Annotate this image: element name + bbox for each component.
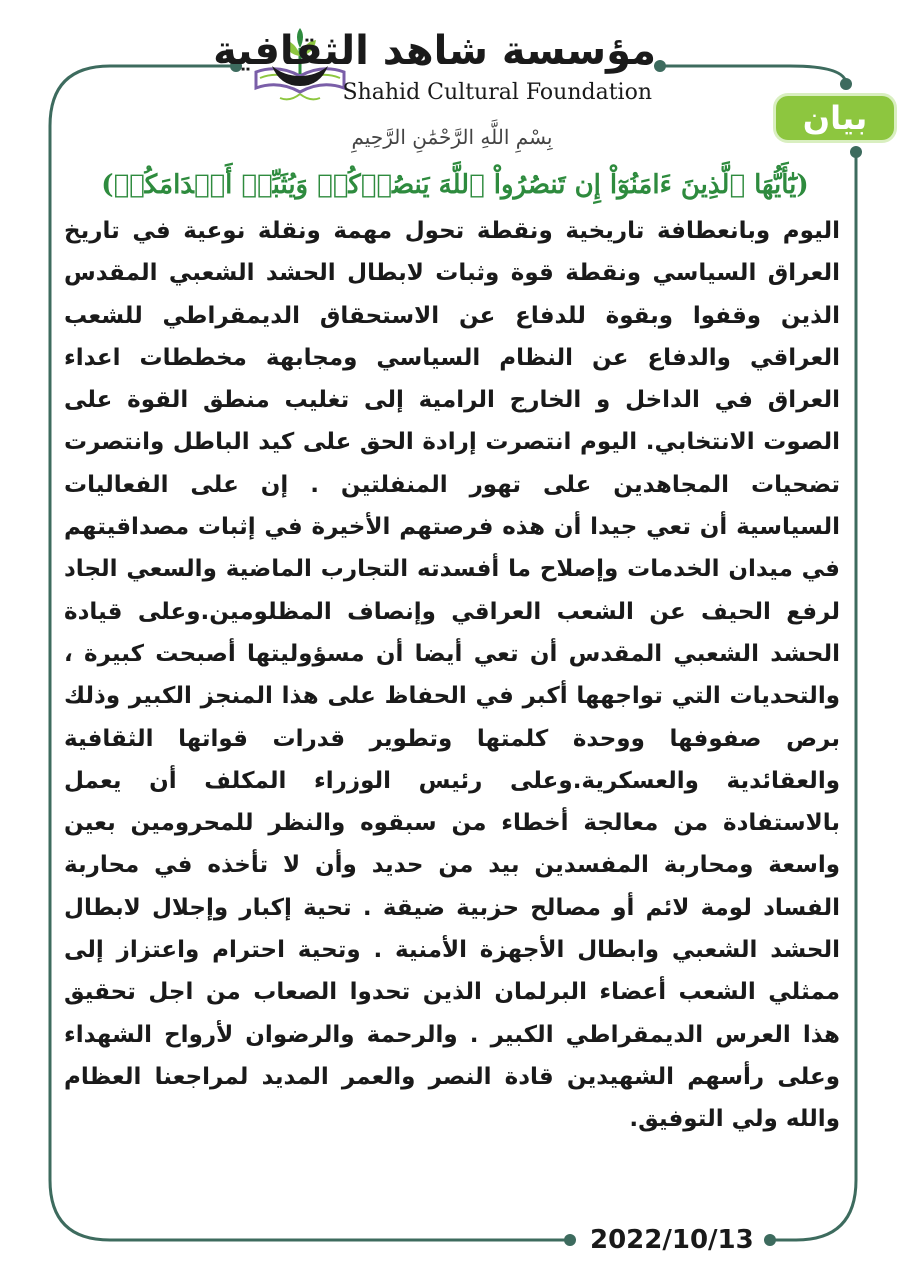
org-name-arabic: مؤسسة شاهد الثقافية: [213, 28, 656, 74]
statement-badge: بيان: [776, 96, 894, 140]
header: [213, 18, 670, 108]
statement-date: 2022/10/13: [590, 1225, 754, 1255]
org-name-english: Shahid Cultural Foundation: [342, 80, 652, 105]
basmala: بِسْمِ اللَّهِ الرَّحْمَٰنِ الرَّحِيمِ: [351, 125, 553, 149]
statement-body: اليوم وبانعطافة تاريخية ونقطة تحول مهمة ونقلة نوعية في تاريخ العراق السياسي ونقطة قوة وثبات لابطال الحشد الشعبي المقدس الذين وقفوا وبقوة للدفاع عن الاستحقاق الديمقراطي للشعب العراقي والدفاع عن النظام السياسي ومجابهة مخططات اعداء العراق في الداخل و الخارج الرامية إلى تغليب منطق القوة على الصوت الانتخابي. اليوم انتصرت إرادة الحق على كيد الباطل وانتصرت تضحيات المجاهدين على تهور المنفلتين . إن على الفعاليات السياسية أن تعي جيدا أن هذه فرصتهم الأخيرة في إثبات مصداقيتهم في ميدان الخدمات وإصلاح ما أفسدته التجارب الماضية والسعي الجاد لرفع الحيف عن الشعب العراقي وإنصاف المظلومين.وعلى قيادة الحشد الشعبي المقدس أن تعي أيضا أن مسؤوليتها أصبحت كبيرة ، والتحديات التي تواجهها أكبر في الحفاظ على هذا المنجز الكبير وذلك برص صفوفها ووحدة كلمتها وتطوير قدرات قواتها الثقافية والعقائدية والعسكرية.وعلى رئيس الوزراء المكلف أن يعمل بالاستفادة من معالجة أخطاء من سبقوه والنظر للمحرومين بعين واسعة ومحاربة المفسدين بيد من حديد وأن لا تأخذه في محاربة الفساد لومة لائم أو مصالح حزبية ضيقة . تحية إكبار وإجلال لابطال الحشد الشعبي وابطال الأجهزة الأمنية . وتحية احترام واعتزاز إلى ممثلي الشعب أعضاء البرلمان الذين تحدوا الصعاب من اجل تحقيق هذا العرس الديمقراطي الكبير . والرحمة والرضوان لأرواح الشهداء وعلى رأسهم الشهيدين قادة النصر والعمر المديد لمراجعنا العظام والله ولي التوفيق.: [64, 218, 840, 1133]
quran-verse: (يَٰٓأَيُّهَا ٱلَّذِينَ ءَامَنُوٓاْ إِن تَنصُرُواْ ٱللَّهَ يَنصُرۡكُمۡ وَيُثَبِّتۡ أَقۡدَامَكُمۡ): [101, 170, 809, 200]
